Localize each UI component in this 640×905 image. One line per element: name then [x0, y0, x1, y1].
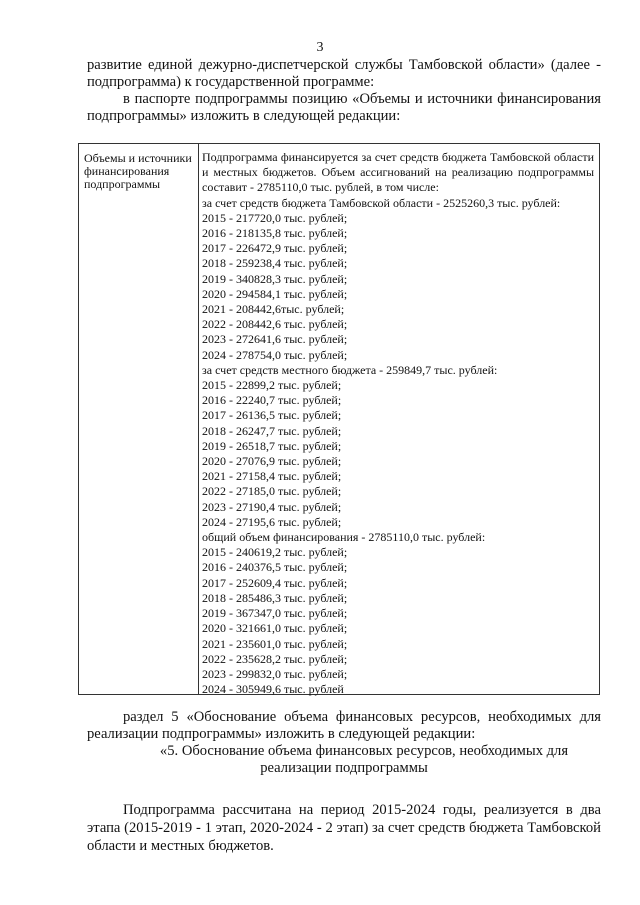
financing-line: 2024 - 305949,6 тыс. рублей — [202, 682, 344, 697]
passport-paragraph: в паспорте подпрограммы позицию «Объемы и источники финансирования подпрограммы» изложить в следующей редакции: — [87, 91, 601, 124]
financing-lines — [202, 196, 594, 698]
financing-line: 2021 - 208442,6тыс. рублей; — [202, 302, 345, 317]
financing-line: 2017 - 252609,4 тыс. рублей; — [202, 575, 348, 590]
financing-line: 2016 - 240376,5 тыс. рублей; — [202, 560, 348, 575]
financing-line: 2021 - 235601,0 тыс. рублей; — [202, 636, 348, 651]
financing-line: 2023 - 27190,4 тыс. рублей; — [202, 499, 342, 514]
financing-line: 2020 - 321661,0 тыс. рублей; — [202, 621, 348, 636]
section5-heading-line1: «5. Обоснование объема финансовых ресурсов, необходимых для — [159, 743, 569, 759]
financing-line: 2018 - 259238,4 тыс. рублей; — [202, 256, 348, 271]
financing-line: 2019 - 340828,3 тыс. рублей; — [202, 271, 348, 286]
financing-line: 2023 - 272641,6 тыс. рублей; — [202, 332, 348, 347]
financing-table — [78, 143, 600, 695]
financing-line: 2015 - 240619,2 тыс. рублей; — [202, 545, 348, 560]
table-column-divider — [198, 144, 199, 694]
financing-line: 2021 - 27158,4 тыс. рублей; — [202, 469, 342, 484]
section5-paragraph: раздел 5 «Обоснование объема финансовых ресурсов, необходимых для реализации подпрограммы» изложить в следующей редакции: — [87, 709, 601, 742]
financing-line: 2015 - 22899,2 тыс. рублей; — [202, 378, 342, 393]
financing-line: общий объем финансирования - 2785110,0 тыс. рублей: — [202, 530, 486, 545]
financing-line: за счет средств местного бюджета - 259849,7 тыс. рублей: — [202, 362, 498, 377]
financing-line: 2023 - 299832,0 тыс. рублей; — [202, 666, 348, 681]
final-paragraph: Подпрограмма рассчитана на период 2015-2024 годы, реализуется в два этапа (2015-2019 - 1 этап, 2020-2024 - 2 этап) за счет средств бюджета Тамбовской области и местных бюджетов. — [87, 802, 601, 854]
intro-paragraph: развитие единой дежурно-диспетчерской службы Тамбовской области» (далее - подпрограмма) к государственной программе: — [87, 57, 601, 90]
table-left-label: Объемы и источники финансирования подпрограммы — [84, 151, 192, 191]
financing-line: 2022 - 235628,2 тыс. рублей; — [202, 651, 348, 666]
financing-line: 2017 - 26136,5 тыс. рублей; — [202, 408, 342, 423]
table-right-cell — [202, 150, 594, 697]
financing-line: 2016 - 22240,7 тыс. рублей; — [202, 393, 342, 408]
financing-line: 2024 - 27195,6 тыс. рублей; — [202, 514, 342, 529]
page-number: 3 — [316, 40, 324, 55]
financing-line: 2022 - 27185,0 тыс. рублей; — [202, 484, 342, 499]
financing-line: 2019 - 26518,7 тыс. рублей; — [202, 438, 342, 453]
financing-line: 2022 - 208442,6 тыс. рублей; — [202, 317, 348, 332]
financing-line: 2020 - 294584,1 тыс. рублей; — [202, 286, 348, 301]
financing-intro: Подпрограмма финансируется за счет средств бюджета Тамбовской области и местных бюджетов. Объем ассигнований на реализацию подпрограммы составит - 2785110,0 тыс. рублей, в том числе: — [202, 150, 594, 195]
financing-line: 2020 - 27076,9 тыс. рублей; — [202, 454, 342, 469]
financing-line: 2018 - 26247,7 тыс. рублей; — [202, 423, 342, 438]
financing-line: 2019 - 367347,0 тыс. рублей; — [202, 606, 348, 621]
financing-line: 2018 - 285486,3 тыс. рублей; — [202, 590, 348, 605]
section5-heading-line2: реализации подпрограммы — [260, 760, 428, 776]
financing-line: 2016 - 218135,8 тыс. рублей; — [202, 226, 348, 241]
financing-line: 2017 - 226472,9 тыс. рублей; — [202, 241, 348, 256]
financing-line: 2024 - 278754,0 тыс. рублей; — [202, 347, 348, 362]
financing-line: за счет средств бюджета Тамбовской области - 2525260,3 тыс. рублей: — [202, 195, 561, 210]
financing-line: 2015 - 217720,0 тыс. рублей; — [202, 210, 348, 225]
